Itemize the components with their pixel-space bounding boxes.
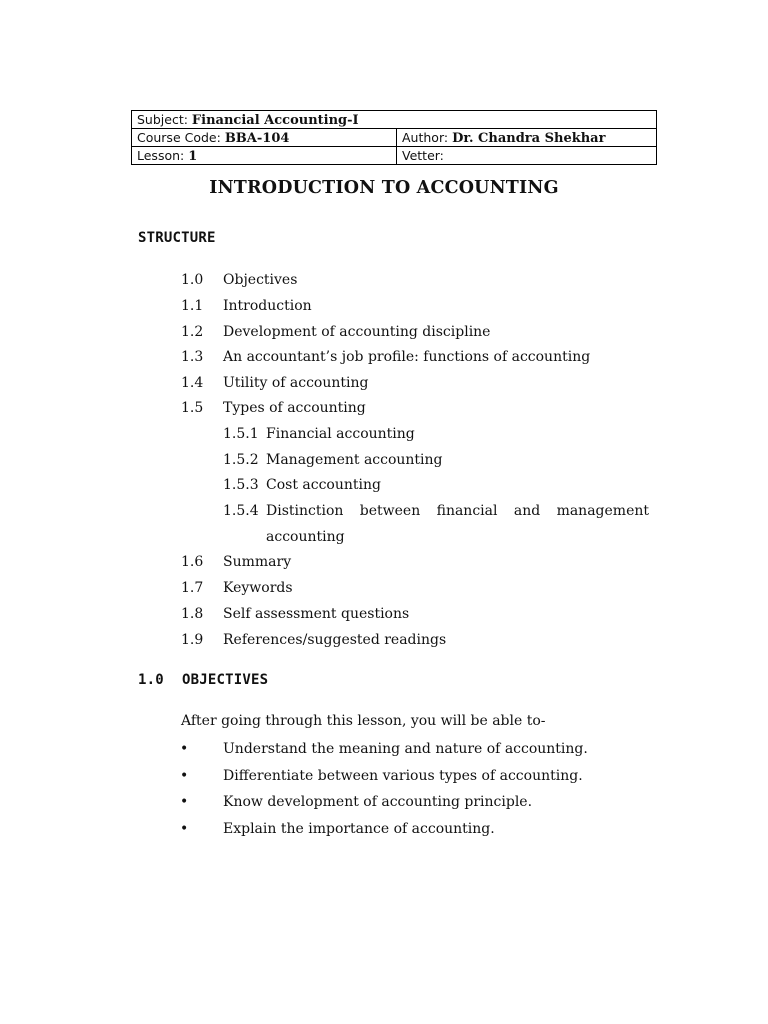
item-text: References/suggested readings [223, 632, 447, 648]
bullet-icon: • [180, 768, 189, 784]
item-text: accounting [266, 529, 345, 545]
item-number: 1.5.3 [223, 477, 259, 493]
subject-cell [132, 111, 657, 129]
item-text: Cost accounting [266, 477, 381, 493]
bullet-icon: • [180, 741, 189, 757]
item-text: Types of accounting [223, 400, 366, 416]
structure-heading: STRUCTURE [138, 230, 216, 246]
course-info-table [131, 110, 657, 165]
course-code-cell [132, 129, 397, 147]
objectives-intro: After going through this lesson, you will be able to- [181, 713, 546, 729]
subject-value: Financial Accounting-I [191, 112, 359, 128]
objectives-title: OBJECTIVES [182, 672, 269, 688]
item-number: 1.2 [181, 324, 204, 340]
bullet-text: Explain the importance of accounting. [223, 821, 495, 837]
objectives-number: 1.0 [138, 672, 164, 688]
item-text: Introduction [223, 298, 312, 314]
bullet-icon: • [180, 794, 189, 810]
subject-label: Subject: [137, 111, 192, 127]
bullet-text: Know development of accounting principle. [223, 794, 533, 810]
bullet-text: Understand the meaning and nature of accounting. [223, 741, 588, 757]
item-text: Development of accounting discipline [223, 324, 491, 340]
item-number: 1.5.4 [223, 503, 259, 519]
item-number: 1.0 [181, 272, 204, 288]
table-row [132, 111, 657, 129]
author-value: Dr. Chandra Shekhar [452, 130, 606, 146]
lesson-value: 1 [188, 148, 198, 164]
item-text: Summary [223, 554, 292, 570]
item-text: Management accounting [266, 452, 443, 468]
page-title: INTRODUCTION TO ACCOUNTING [209, 178, 559, 198]
bullet-icon: • [180, 821, 189, 837]
author-label: Author: [402, 129, 453, 145]
course-code-value: BBA-104 [224, 130, 290, 146]
item-text: An accountant’s job profile: functions of accounting [223, 349, 591, 365]
vetter-label: Vetter: [402, 147, 444, 163]
author-cell [397, 129, 657, 147]
item-text-justified [266, 501, 649, 521]
item-text: Financial accounting [266, 426, 415, 442]
item-text-word: and [513, 503, 541, 519]
item-number: 1.3 [181, 349, 204, 365]
bullet-text: Differentiate between various types of accounting. [223, 768, 583, 784]
item-text-word: between [359, 503, 421, 519]
list-item-continuation [266, 527, 345, 547]
vetter-cell [397, 147, 657, 165]
item-number: 1.9 [181, 632, 204, 648]
table-row [132, 129, 657, 147]
item-number: 1.7 [181, 580, 204, 596]
item-text-word: financial [436, 503, 498, 519]
item-number: 1.6 [181, 554, 204, 570]
item-number: 1.5.2 [223, 452, 259, 468]
lesson-label: Lesson: [137, 147, 189, 163]
item-number: 1.5 [181, 400, 204, 416]
item-text-word: Distinction [266, 503, 344, 519]
item-number: 1.1 [181, 298, 204, 314]
table-row [132, 147, 657, 165]
item-text: Self assessment questions [223, 606, 410, 622]
item-number: 1.5.1 [223, 426, 259, 442]
item-number: 1.4 [181, 375, 204, 391]
item-text-word: management [556, 503, 649, 519]
item-text: Keywords [223, 580, 293, 596]
lesson-cell [132, 147, 397, 165]
item-number: 1.8 [181, 606, 204, 622]
item-text: Utility of accounting [223, 375, 369, 391]
item-text: Objectives [223, 272, 298, 288]
course-code-label: Course Code: [137, 129, 225, 145]
